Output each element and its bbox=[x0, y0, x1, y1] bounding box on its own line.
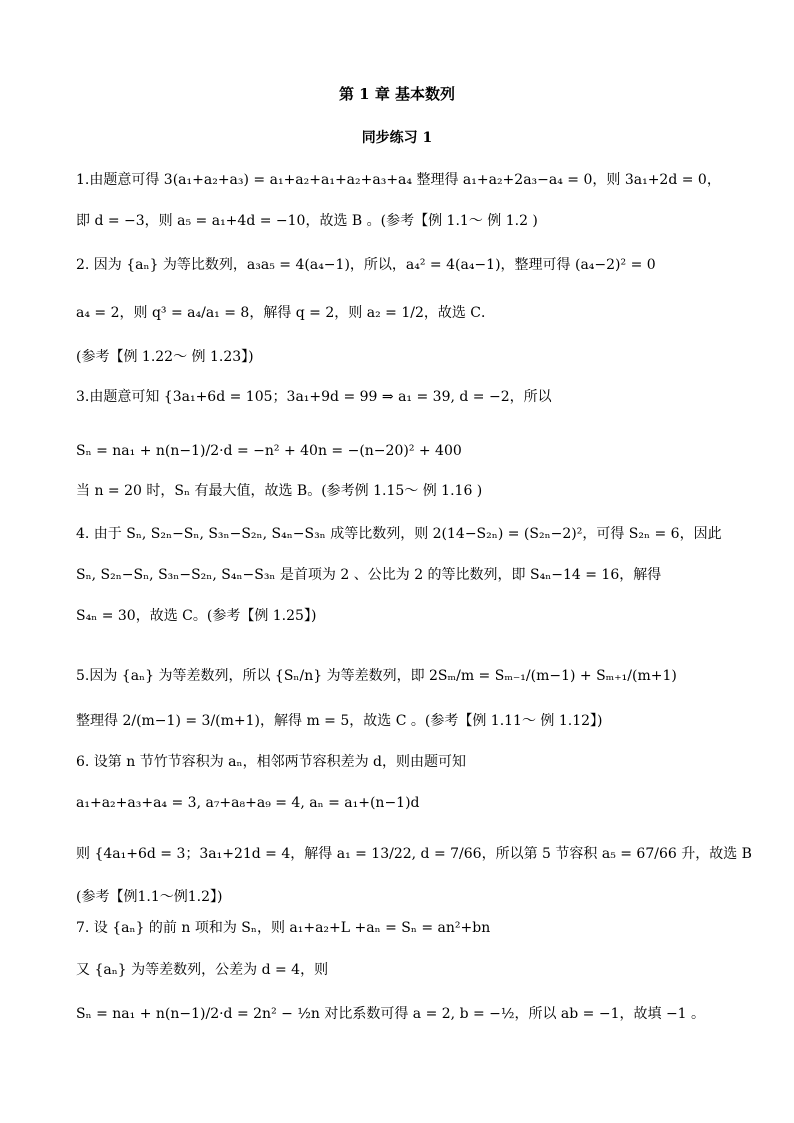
solution-line: 4. 由于 Sₙ, S₂ₙ−Sₙ, S₃ₙ−S₂ₙ, S₄ₙ−S₃ₙ 成等比数列，则 2(14−S₂ₙ) = (S₂ₙ−2)²，可得 S₂ₙ = 6，因此 bbox=[76, 526, 722, 542]
solution-line: 又 {aₙ} 为等差数列，公差为 d = 4，则 bbox=[76, 962, 329, 978]
solution-line: (参考【例 1.22～ 例 1.23】) bbox=[76, 349, 254, 365]
solution-line: a₄ = 2，则 q³ = a₄/a₁ = 8，解得 q = 2，则 a₂ = 1/2，故选 C． bbox=[76, 305, 496, 321]
solution-line: S₄ₙ = 30，故选 C。(参考【例 1.25】) bbox=[76, 608, 317, 624]
solution-line: a₁+a₂+a₃+a₄ = 3, a₇+a₈+a₉ = 4, aₙ = a₁+(n−1)d bbox=[76, 795, 420, 811]
solution-line: 整理得 2/(m−1) = 3/(m+1)，解得 m = 5，故选 C 。(参考【例 1.11～ 例 1.12】) bbox=[76, 713, 603, 729]
solution-line: 3.由题意可知 {3a₁+6d = 105；3a₁+9d = 99 ⇒ a₁ = 39, d = −2，所以 bbox=[76, 389, 552, 405]
solution-line: 即 d = −3，则 a₅ = a₁+4d = −10，故选 B 。(参考【例 1.1～ 例 1.2 ) bbox=[76, 213, 538, 229]
solution-line: 当 n = 20 时，Sₙ 有最大值，故选 B。(参考例 1.15～ 例 1.16 ) bbox=[76, 483, 483, 499]
solution-line: 7. 设 {aₙ} 的前 n 项和为 Sₙ，则 a₁+a₂+L +aₙ = Sₙ = an²+bn bbox=[76, 920, 491, 936]
solution-line: 则 {4a₁+6d = 3；3a₁+21d = 4，解得 a₁ = 13/22, d = 7/66，所以第 5 节容积 a₅ = 67/66 升，故选 B bbox=[76, 846, 752, 862]
solution-line: (参考【例1.1～例1.2】) bbox=[76, 889, 223, 905]
solution-line: 5.因为 {aₙ} 为等差数列，所以 {Sₙ/n} 为等差数列，即 2Sₘ/m = Sₘ₋₁/(m−1) + Sₘ₊₁/(m+1) bbox=[76, 668, 677, 684]
solution-line: 6. 设第 n 节竹节容积为 aₙ，相邻两节容积差为 d，则由题可知 bbox=[76, 754, 466, 770]
section-title: 同步练习 1 bbox=[361, 130, 433, 146]
solution-line: 1.由题意可得 3(a₁+a₂+a₃) = a₁+a₂+a₁+a₂+a₃+a₄ 整理得 a₁+a₂+2a₃−a₄ = 0，则 3a₁+2d = 0， bbox=[76, 172, 721, 188]
solution-line: Sₙ = na₁ + n(n−1)/2·d = −n² + 40n = −(n−20)² + 400 bbox=[76, 443, 462, 459]
solution-line: Sₙ = na₁ + n(n−1)/2·d = 2n² − ½n 对比系数可得 a = 2, b = −½，所以 ab = −1，故填 −1 。 bbox=[76, 1006, 706, 1022]
solution-line: Sₙ, S₂ₙ−Sₙ, S₃ₙ−S₂ₙ, S₄ₙ−S₃ₙ 是首项为 2 、公比为 2 的等比数列，即 S₄ₙ−14 = 16，解得 bbox=[76, 567, 662, 583]
solution-line: 2. 因为 {aₙ} 为等比数列，a₃a₅ = 4(a₄−1)，所以，a₄² = 4(a₄−1)，整理可得 (a₄−2)² = 0 bbox=[76, 257, 656, 273]
chapter-title: 第 1 章 基本数列 bbox=[338, 85, 456, 103]
